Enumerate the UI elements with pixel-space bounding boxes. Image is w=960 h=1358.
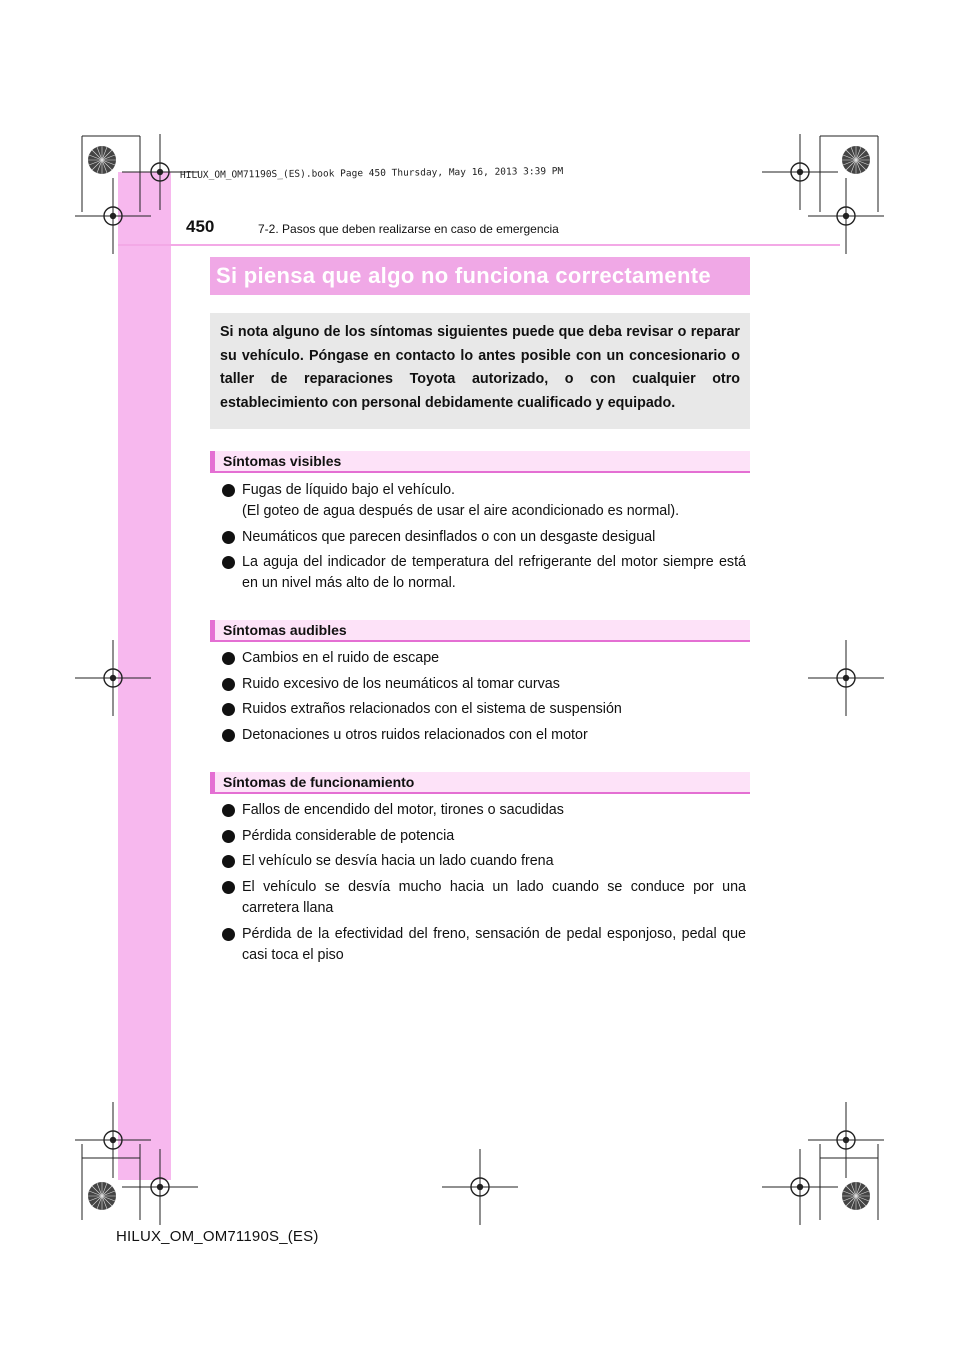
list-item-text: Ruidos extraños relacionados con el sistema de suspensión	[242, 701, 622, 718]
page-number: 450	[186, 217, 215, 236]
list-item-text: Ruido excesivo de los neumáticos al tomar curvas	[242, 675, 560, 692]
list-item-text: La aguja del indicador de temperatura del refrigerante del motor siempre está en un nivel más alto de lo normal.	[242, 554, 746, 592]
intro-text: Si nota alguno de los síntomas siguientes puede que deba revisar o reparar su vehículo. Póngase en contacto lo antes posible con un concesionario o taller de reparaciones Toyota autorizado, o con cualquier otro establecimiento con personal debidamente cualificado y equipado.	[220, 324, 740, 411]
page-title: Si piensa que algo no funciona correctamente	[216, 263, 711, 288]
list-item-text: El vehículo se desvía hacia un lado cuando frena	[242, 853, 554, 870]
list-item-text: Detonaciones u otros ruidos relacionados con el motor	[242, 727, 588, 744]
list-item-text: Pérdida considerable de potencia	[242, 827, 455, 844]
list-item-text: Fallos de encendido del motor, tirones o sacudidas	[242, 802, 564, 818]
section-heading-label: Síntomas visibles	[223, 453, 342, 469]
section-heading-label: Síntomas audibles	[223, 622, 347, 638]
list-item-text: Neumáticos que parecen desinflados o con un desgaste desigual	[242, 528, 656, 545]
list-item-text: Fugas de líquido bajo el vehículo.	[242, 482, 456, 498]
list-item-text: Pérdida de la efectividad del freno, sensación de pedal esponjoso, pedal que casi toca el piso	[242, 925, 746, 963]
section-breadcrumb: 7-2. Pasos que deben realizarse en caso de emergencia	[258, 222, 559, 236]
section-heading-label: Síntomas de funcionamiento	[223, 774, 415, 790]
book-info-stamp: HILUX_OM_OM71190S_(ES).book Page 450 Thursday, May 16, 2013 3:39 PM	[179, 165, 564, 182]
footer-document-id: HILUX_OM_OM71190S_(ES)	[116, 1228, 319, 1245]
list-item-note: (El goteo de agua después de usar el aire acondicionado es normal).	[242, 503, 680, 519]
list-item-text: Cambios en el ruido de escape	[242, 650, 440, 666]
list-item-text: El vehículo se desvía mucho hacia un lado cuando se conduce por una carretera llana	[242, 879, 746, 917]
